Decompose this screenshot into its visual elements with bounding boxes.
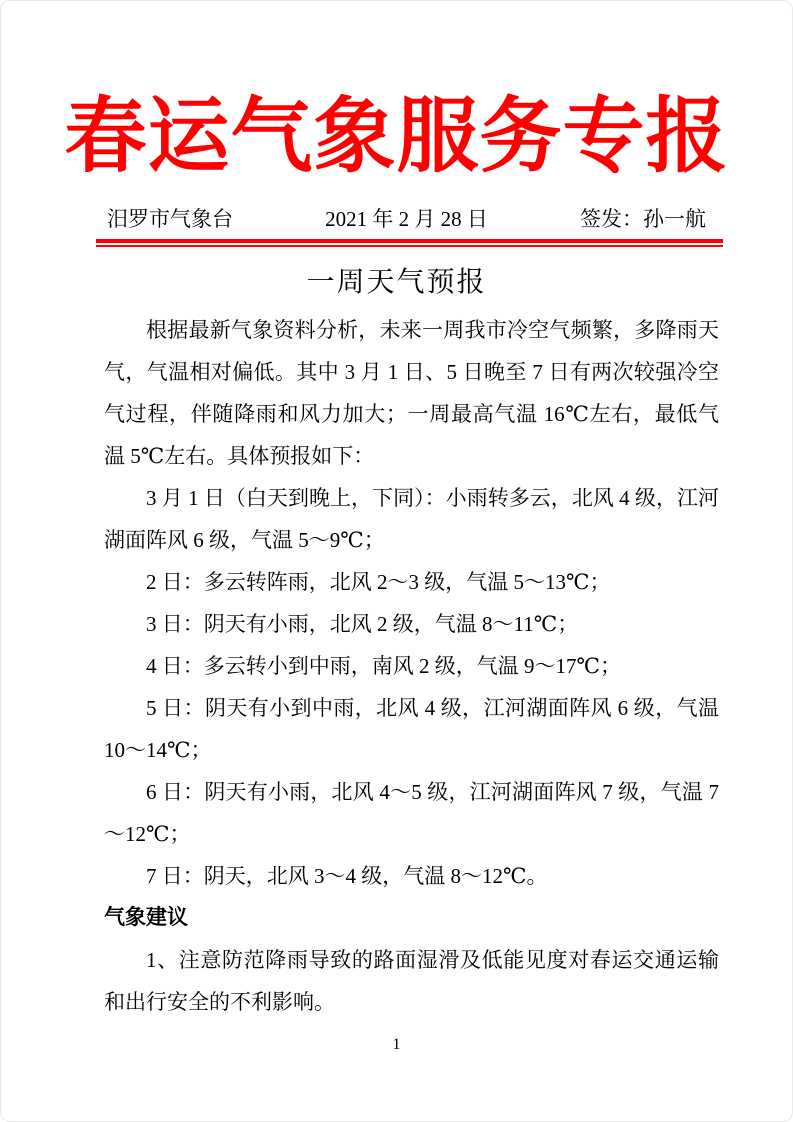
divider-thin-line: [96, 245, 723, 247]
issue-date: 2021 年 2 月 28 日: [325, 207, 488, 231]
issuer-name: 汨罗市气象台: [107, 207, 233, 231]
signer-name: 签发：孙一航: [580, 207, 706, 231]
advice-item: 1、注意防范降雨导致的路面湿滑及低能见度对春运交通运输和出行安全的不利影响。: [104, 948, 719, 1014]
forecast-item-day3: 3 日：阴天有小雨，北风 2 级，气温 8～11℃；: [146, 612, 579, 636]
meta-row: [107, 204, 706, 234]
advice-heading: 气象建议: [104, 906, 188, 929]
forecast-item-day6: 6 日：阴天有小雨，北风 4～5 级，江河湖面阵风 7 级，气温 7～12℃；: [104, 780, 719, 846]
forecast-item-day4: 4 日：多云转小到中雨，南风 2 级，气温 9～17℃；: [146, 654, 621, 678]
red-divider: [96, 239, 723, 247]
forecast-item-day2: 2 日：多云转阵雨，北风 2～3 级，气温 5～13℃；: [146, 570, 611, 594]
forecast-item-day5: 5 日：阴天有小到中雨，北风 4 级，江河湖面阵风 6 级，气温 10～14℃；: [104, 696, 719, 762]
document-body: [104, 309, 719, 1023]
intro-paragraph: 根据最新气象资料分析，未来一周我市冷空气频繁，多降雨天气，气温相对偏低。其中 3 月 1 日、5 日晚至 7 日有两次较强冷空气过程，伴随降雨和风力加大；一周最高气温 16℃左右，最低气温 5℃左右。具体预报如下：: [104, 318, 719, 468]
section-title: 一周天气预报: [306, 267, 487, 298]
forecast-item-day7: 7 日：阴天，北风 3～4 级，气温 8～12℃。: [146, 864, 548, 888]
page-number: 1: [392, 1036, 401, 1053]
forecast-item-day1: 3 月 1 日（白天到晚上，下同）：小雨转多云，北风 4 级，江河湖面阵风 6 级，气温 5～9℃；: [104, 486, 719, 552]
divider-thick-line: [96, 239, 723, 243]
document-title: 春运气象服务专报: [64, 91, 729, 182]
